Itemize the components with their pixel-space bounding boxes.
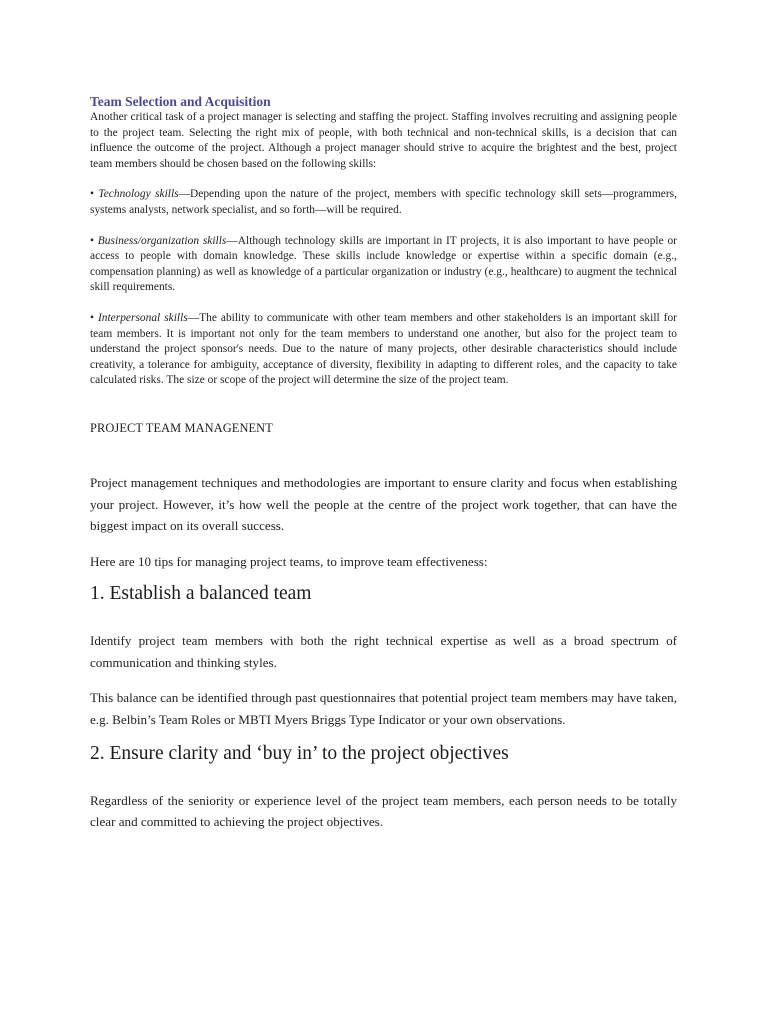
tip-1-paragraph-2: This balance can be identified through past questionnaires that potential project team members may have taken, e.g. Belbin’s Team Roles or MBTI Myers Briggs Type Indicator or your own observations. — [90, 690, 677, 728]
bullet: • — [90, 311, 98, 324]
skill-item-technology — [90, 187, 677, 218]
section-heading: Team Selection and Acquisition — [90, 94, 271, 109]
skill-item-business — [90, 234, 677, 296]
skill-text: —The ability to communicate with other team members and other stakeholders is an important skill for team members. It is important not only for the team members to understand one another, but also for the project team to understand the project sponsor's needs. Due to the nature of many projects, other desirable characteristics should include creativity, a tolerance for ambiguity, acceptance of diversity, flexibility in adapting to different roles, and the capacity to take calculated risks. The size or scope of the project will determine the size of the project team. — [90, 311, 677, 387]
bullet: • — [90, 234, 98, 247]
bullet: • — [90, 188, 99, 201]
skill-text: —Depending upon the nature of the project, members with specific technology skill sets—programmers, systems analysts, network specialist, and so forth—will be required. — [90, 188, 677, 216]
tip-1-paragraph-1: Identify project team members with both the right technical expertise as well as a broad spectrum of communication and thinking styles. — [90, 633, 677, 670]
skill-term: Business/organization skills — [97, 234, 227, 247]
management-heading: PROJECT TEAM MANAGENENT — [90, 420, 273, 435]
intro-paragraph: Another critical task of a project manager is selecting and staffing the project. Staffing involves recruiting and assigning people to the project team. Selecting the right mix of people, with both technical and non-technical skills, is a decision that can influence the outcome of the project. Although a project manager should strive to acquire the brightest and the best, project team members should be chosen based on the following skills: — [90, 111, 677, 170]
tip-2-heading: 2. Ensure clarity and ‘buy in’ to the project objectives — [90, 742, 509, 764]
skill-item-interpersonal — [90, 311, 677, 389]
skill-term: Interpersonal skills — [97, 311, 188, 324]
tip-1-heading: 1. Establish a balanced team — [90, 583, 312, 605]
skill-term: Technology skills — [98, 188, 179, 201]
tip-2-paragraph-1: Regardless of the seniority or experience level of the project team members, each person needs to be totally clear and committed to achieving the project objectives. — [90, 792, 677, 830]
management-intro: Project management techniques and methodologies are important to ensure clarity and focus when establishing your project. However, it’s how well the people at the centre of the project work together, that can have the biggest impact on its overall success. — [90, 474, 677, 534]
skill-text: —Although technology skills are important in IT projects, it is also important to have people or access to people with domain knowledge. These skills include knowledge or expertise within a specific domain (e.g., compensation planning) as well as knowledge of a particular organization or industry (e.g., healthcare) to augment the technical skill requirements. — [90, 234, 677, 294]
document-content — [90, 93, 677, 833]
tips-intro: Here are 10 tips for managing project teams, to improve team effectiveness: — [90, 553, 488, 569]
